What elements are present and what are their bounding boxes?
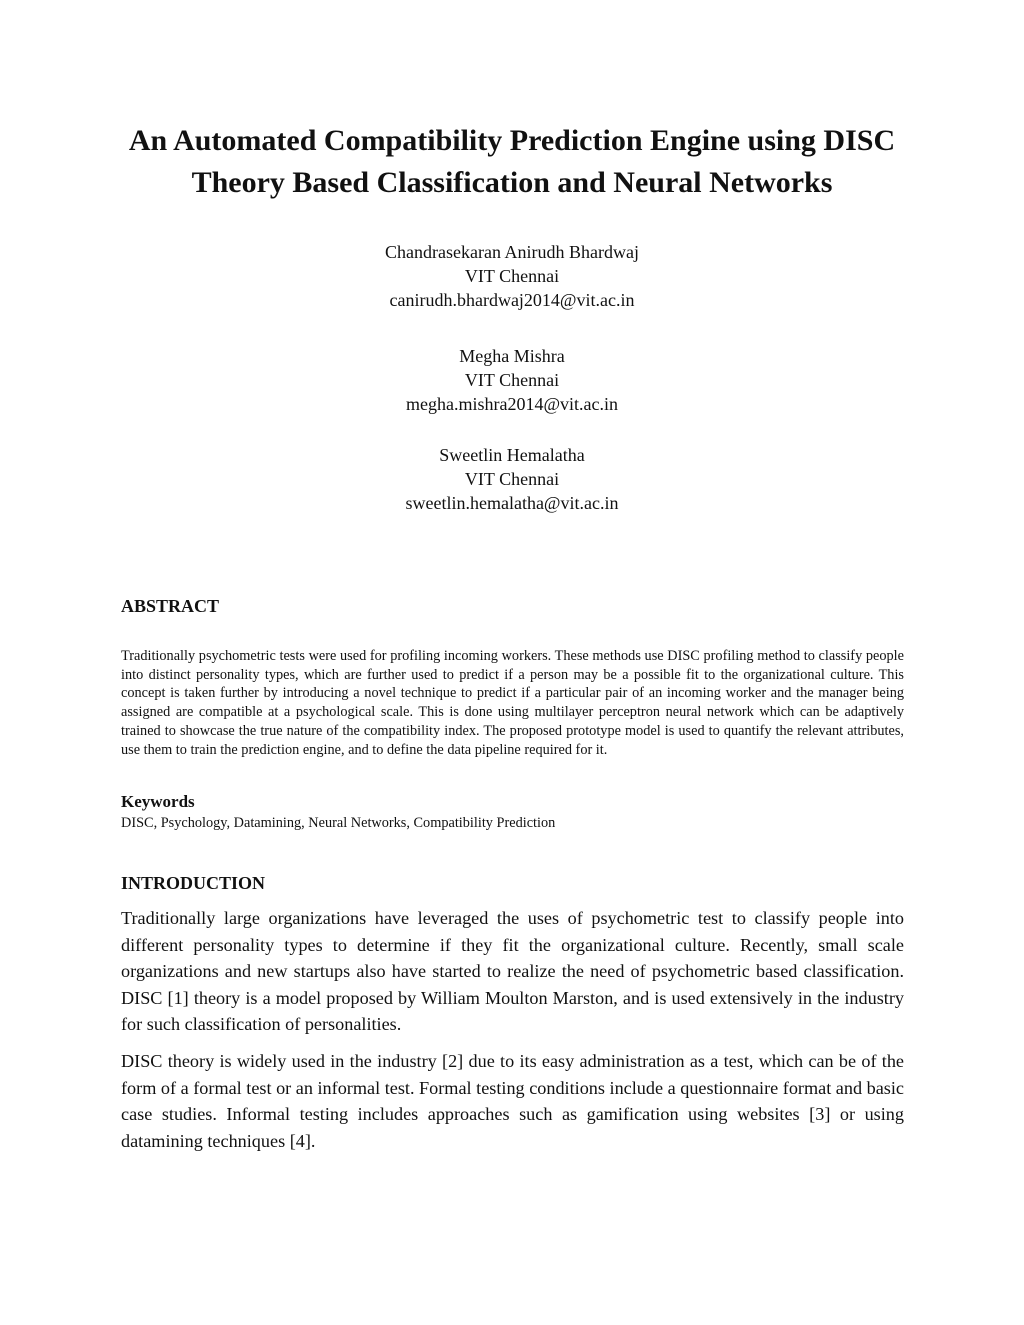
author-affiliation: VIT Chennai: [464, 469, 560, 489]
paper-title: [80, 120, 944, 204]
paper-title-line-1: An Automated Compatibility Prediction Engine using DISC: [128, 124, 896, 157]
author-name: Megha Mishra: [459, 346, 565, 366]
author-affiliation: VIT Chennai: [464, 370, 560, 390]
author-name: Chandrasekaran Anirudh Bhardwaj: [385, 242, 639, 262]
author-block: [212, 443, 812, 515]
paper-title-line-2: Theory Based Classification and Neural Networks: [191, 166, 833, 199]
author-email: megha.mishra2014@vit.ac.in: [405, 394, 619, 414]
author-email: canirudh.bhardwaj2014@vit.ac.in: [389, 290, 635, 310]
introduction-paragraph: Traditionally large organizations have leveraged the uses of psychometric test to classify people into different personality types to determine if they fit the organizational culture. Recently, small scale organizations and new startups also have started to realize the need of psychometric based classification. DISC [1] theory is a model proposed by William Moulton Marston, and is used extensively in the industry for such classification of personalities.: [121, 908, 904, 1035]
author-affiliation: VIT Chennai: [464, 266, 560, 286]
author-block: [212, 344, 812, 416]
author-block: [212, 240, 812, 312]
introduction-paragraph: DISC theory is widely used in the industry [2] due to its easy administration as a test, which can be of the form of a formal test or an informal test. Formal testing conditions include a questionnaire format and basic case studies. Informal testing includes approaches such as gamification using websites [3] or using datamining techniques [4].: [121, 1051, 904, 1151]
introduction-heading: INTRODUCTION: [121, 873, 266, 893]
abstract-text: Traditionally psychometric tests were used for profiling incoming workers. These methods use DISC profiling method to classify people into distinct personality types, which are further used to predict if a person may be a possible fit to the organizational culture. This concept is taken further by introducing a novel technique to predict if a particular pair of an incoming worker and the manager being assigned are compatible at a psychological scale. This is done using multilayer perceptron neural network which can be adaptively trained to showcase the true nature of the compatibility index. The proposed prototype model is used to quantify the relevant attributes, use them to train the prediction engine, and to define the data pipeline required for it.: [121, 648, 904, 758]
abstract-heading: ABSTRACT: [121, 596, 220, 616]
keywords-heading: Keywords: [121, 792, 195, 811]
keywords-text: DISC, Psychology, Datamining, Neural Networks, Compatibility Prediction: [121, 815, 556, 831]
author-name: Sweetlin Hemalatha: [439, 445, 585, 465]
author-email: sweetlin.hemalatha@vit.ac.in: [405, 493, 619, 513]
